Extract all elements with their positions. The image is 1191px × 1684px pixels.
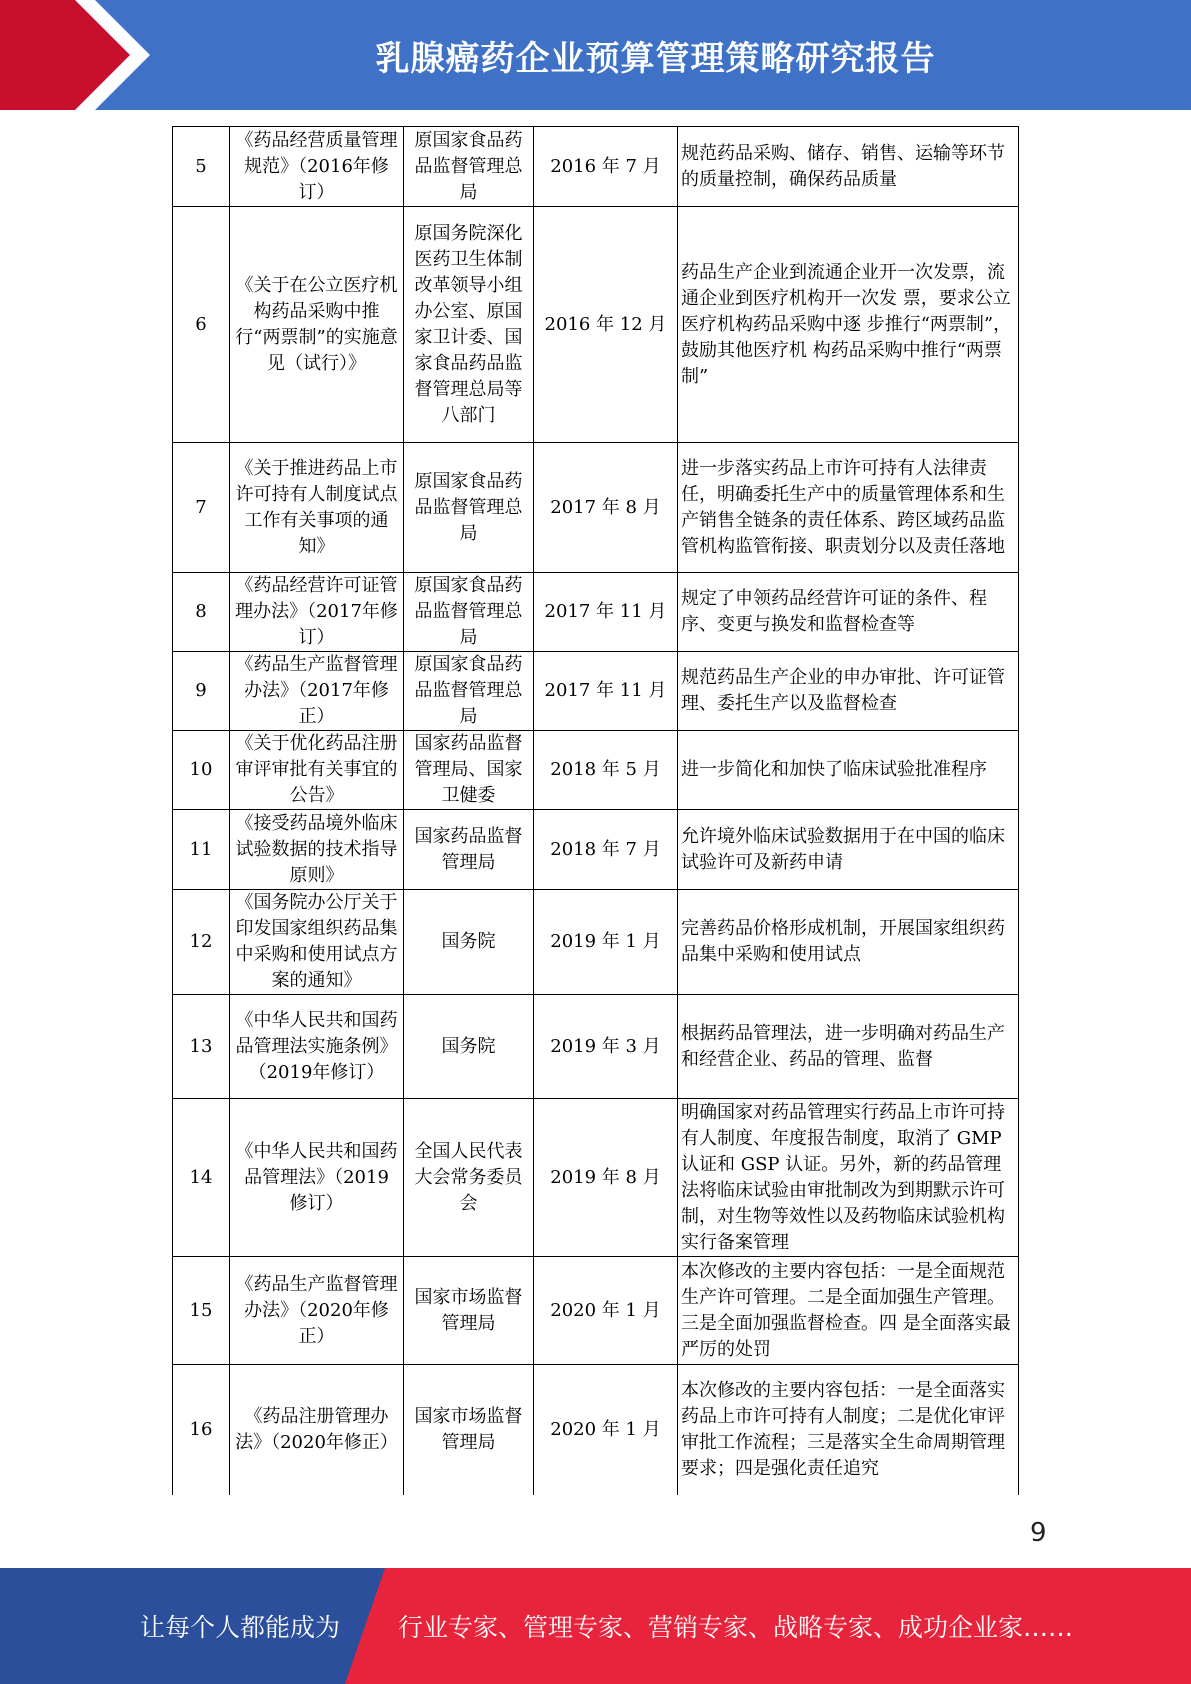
page-number: 9 xyxy=(1030,1518,1047,1548)
table-row xyxy=(173,1099,1019,1257)
chevron-logo-icon xyxy=(0,0,160,110)
row-number-cell: 14 xyxy=(173,1099,230,1257)
issue-date-cell: 2016 年 7 月 xyxy=(534,127,678,207)
row-number-cell: 11 xyxy=(173,810,230,890)
description-cell: 本次修改的主要内容包括：一是全面落实药品上市许可持有人制度；二是优化审评审批工作流程；三是落实全生命周期管理要求；四是强化责任追究 xyxy=(678,1365,1019,1495)
row-number-cell: 5 xyxy=(173,127,230,207)
table-row xyxy=(173,890,1019,995)
table-row xyxy=(173,731,1019,810)
issuing-authority-cell: 原国务院深化医药卫生体制改革领导小组办公室、原国家卫计委、国家食品药品监督管理总局等八部门 xyxy=(404,207,534,443)
table-row xyxy=(173,573,1019,652)
row-number-cell: 15 xyxy=(173,1257,230,1365)
description-cell: 允许境外临床试验数据用于在中国的临床试验许可及新药申请 xyxy=(678,810,1019,890)
table-row xyxy=(173,127,1019,207)
table-row xyxy=(173,1365,1019,1495)
document-name-cell: 《药品生产监督管理办法》（2020年修正） xyxy=(230,1257,404,1365)
document-name-cell: 《关于优化药品注册审评审批有关事宜的公告》 xyxy=(230,731,404,810)
description-cell: 进一步简化和加快了临床试验批准程序 xyxy=(678,731,1019,810)
issuing-authority-cell: 国家市场监督管理局 xyxy=(404,1365,534,1495)
issuing-authority-cell: 国务院 xyxy=(404,890,534,995)
document-name-cell: 《药品注册管理办法》（2020年修正） xyxy=(230,1365,404,1495)
issue-date-cell: 2020 年 1 月 xyxy=(534,1257,678,1365)
page-footer xyxy=(0,1568,1191,1684)
issuing-authority-cell: 原国家食品药品监督管理总局 xyxy=(404,127,534,207)
row-number-cell: 12 xyxy=(173,890,230,995)
issue-date-cell: 2017 年 11 月 xyxy=(534,573,678,652)
issuing-authority-cell: 国家药品监督管理局、国家卫健委 xyxy=(404,731,534,810)
footer-slogan-right: 行业专家、管理专家、营销专家、战略专家、成功企业家…… xyxy=(398,1613,1074,1642)
description-cell: 规范药品采购、储存、销售、运输等环节的质量控制，确保药品质量 xyxy=(678,127,1019,207)
table-row xyxy=(173,1257,1019,1365)
row-number-cell: 6 xyxy=(173,207,230,443)
issue-date-cell: 2017 年 11 月 xyxy=(534,652,678,731)
table-row xyxy=(173,652,1019,731)
document-name-cell: 《关于推进药品上市许可持有人制度试点工作有关事项的通知》 xyxy=(230,443,404,573)
issuing-authority-cell: 原国家食品药品监督管理总局 xyxy=(404,573,534,652)
document-name-cell: 《药品经营质量管理规范》（2016年修订） xyxy=(230,127,404,207)
row-number-cell: 9 xyxy=(173,652,230,731)
document-name-cell: 《关于在公立医疗机构药品采购中推行“两票制”的实施意见（试行）》 xyxy=(230,207,404,443)
description-cell: 规范药品生产企业的申办审批、许可证管理、委托生产以及监督检查 xyxy=(678,652,1019,731)
document-name-cell: 《接受药品境外临床试验数据的技术指导原则》 xyxy=(230,810,404,890)
document-name-cell: 《药品经营许可证管理办法》（2017年修订） xyxy=(230,573,404,652)
description-cell: 明确国家对药品管理实行药品上市许可持有人制度、年度报告制度，取消了 GMP 认证和 GSP 认证。另外，新的药品管理法将临床试验由审批制改为到期默示许可制，对生物等效性以及药物临床试验机构实行备案管理 xyxy=(678,1099,1019,1257)
table-row xyxy=(173,810,1019,890)
row-number-cell: 7 xyxy=(173,443,230,573)
document-name-cell: 《药品生产监督管理办法》（2017年修正） xyxy=(230,652,404,731)
description-cell: 药品生产企业到流通企业开一次发票，流通企业到医疗机构开一次发 票，要求公立医疗机构药品采购中逐 步推行“两票制”，鼓励其他医疗机 构药品采购中推行“两票制” xyxy=(678,207,1019,443)
regulation-table xyxy=(172,126,1019,1495)
issuing-authority-cell: 全国人民代表大会常务委员会 xyxy=(404,1099,534,1257)
row-number-cell: 8 xyxy=(173,573,230,652)
issuing-authority-cell: 国务院 xyxy=(404,995,534,1099)
issue-date-cell: 2020 年 1 月 xyxy=(534,1365,678,1495)
table-row xyxy=(173,207,1019,443)
issue-date-cell: 2019 年 1 月 xyxy=(534,890,678,995)
issuing-authority-cell: 国家市场监督管理局 xyxy=(404,1257,534,1365)
table-row xyxy=(173,995,1019,1099)
document-name-cell: 《中华人民共和国药品管理法实施条例》（2019年修订） xyxy=(230,995,404,1099)
issue-date-cell: 2016 年 12 月 xyxy=(534,207,678,443)
document-title: 乳腺癌药企业预算管理策略研究报告 xyxy=(375,38,936,79)
description-cell: 进一步落实药品上市许可持有人法律责任，明确委托生产中的质量管理体系和生产销售全链条的责任体系、跨区域药品监管机构监管衔接、职责划分以及责任落地 xyxy=(678,443,1019,573)
footer-slogan-left: 让每个人都能成为 xyxy=(140,1613,341,1642)
issue-date-cell: 2017 年 8 月 xyxy=(534,443,678,573)
regulation-table-container xyxy=(172,126,1018,1495)
document-name-cell: 《国务院办公厅关于印发国家组织药品集中采购和使用试点方案的通知》 xyxy=(230,890,404,995)
description-cell: 根据药品管理法，进一步明确对药品生产和经营企业、药品的管理、监督 xyxy=(678,995,1019,1099)
row-number-cell: 13 xyxy=(173,995,230,1099)
table-row xyxy=(173,443,1019,573)
issuing-authority-cell: 原国家食品药品监督管理总局 xyxy=(404,652,534,731)
row-number-cell: 16 xyxy=(173,1365,230,1495)
document-name-cell: 《中华人民共和国药品管理法》（2019 修订） xyxy=(230,1099,404,1257)
issue-date-cell: 2018 年 5 月 xyxy=(534,731,678,810)
description-cell: 本次修改的主要内容包括：一是全面规范生产许可管理。二是全面加强生产管理。三是全面加强监督检查。四 是全面落实最严厉的处罚 xyxy=(678,1257,1019,1365)
description-cell: 完善药品价格形成机制，开展国家组织药品集中采购和使用试点 xyxy=(678,890,1019,995)
issuing-authority-cell: 原国家食品药品监督管理总局 xyxy=(404,443,534,573)
page-header xyxy=(0,0,1191,110)
description-cell: 规定了申领药品经营许可证的条件、程序、变更与换发和监督检查等 xyxy=(678,573,1019,652)
issue-date-cell: 2018 年 7 月 xyxy=(534,810,678,890)
row-number-cell: 10 xyxy=(173,731,230,810)
issue-date-cell: 2019 年 8 月 xyxy=(534,1099,678,1257)
issue-date-cell: 2019 年 3 月 xyxy=(534,995,678,1099)
issuing-authority-cell: 国家药品监督管理局 xyxy=(404,810,534,890)
